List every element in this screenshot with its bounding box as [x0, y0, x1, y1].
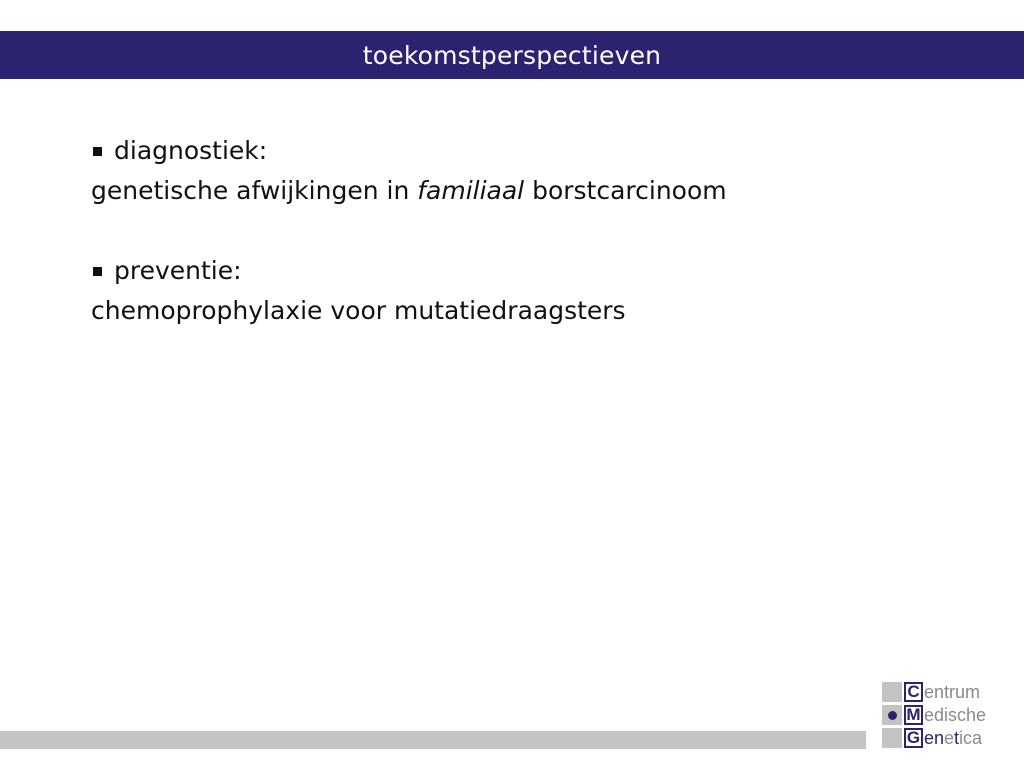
bullet-detail	[91, 171, 971, 211]
slide-title: toekomstperspectieven	[362, 40, 662, 70]
square-bullet-icon	[93, 147, 102, 156]
logo-word-en: en	[924, 728, 945, 748]
logo-word-genetica	[924, 728, 982, 749]
detail-text-after: borstcarcinoom	[524, 176, 727, 205]
square-bullet-icon	[93, 267, 102, 276]
logo-letter-g: G	[904, 728, 923, 748]
bullet-detail: chemoprophylaxie voor mutatiedraagsters	[91, 296, 626, 325]
bullet-label: diagnostiek:	[114, 136, 268, 165]
logo-word-e: e	[944, 728, 955, 748]
cmg-logo	[882, 682, 1012, 748]
slide-title-bar	[0, 31, 1024, 79]
logo-word-ica: ica	[959, 728, 983, 748]
logo-word-medische: edische	[924, 705, 987, 725]
detail-emphasis: familiaal	[417, 176, 525, 205]
logo-square	[882, 728, 902, 748]
logo-dot-icon	[886, 709, 899, 722]
slide-content	[91, 131, 971, 331]
footer-bar	[0, 731, 866, 749]
logo-letter-c: C	[904, 682, 923, 702]
bullet-label: preventie:	[114, 256, 242, 285]
logo-square	[882, 682, 902, 702]
bullet-item-diagnostiek	[91, 131, 971, 171]
detail-text-before: genetische afwijkingen in	[91, 176, 418, 205]
bullet-item-preventie	[91, 251, 971, 291]
spacer	[91, 211, 971, 251]
logo-word-centrum: entrum	[924, 682, 981, 702]
logo-letter-m: M	[904, 705, 923, 725]
logo-word-t: t	[954, 728, 960, 748]
